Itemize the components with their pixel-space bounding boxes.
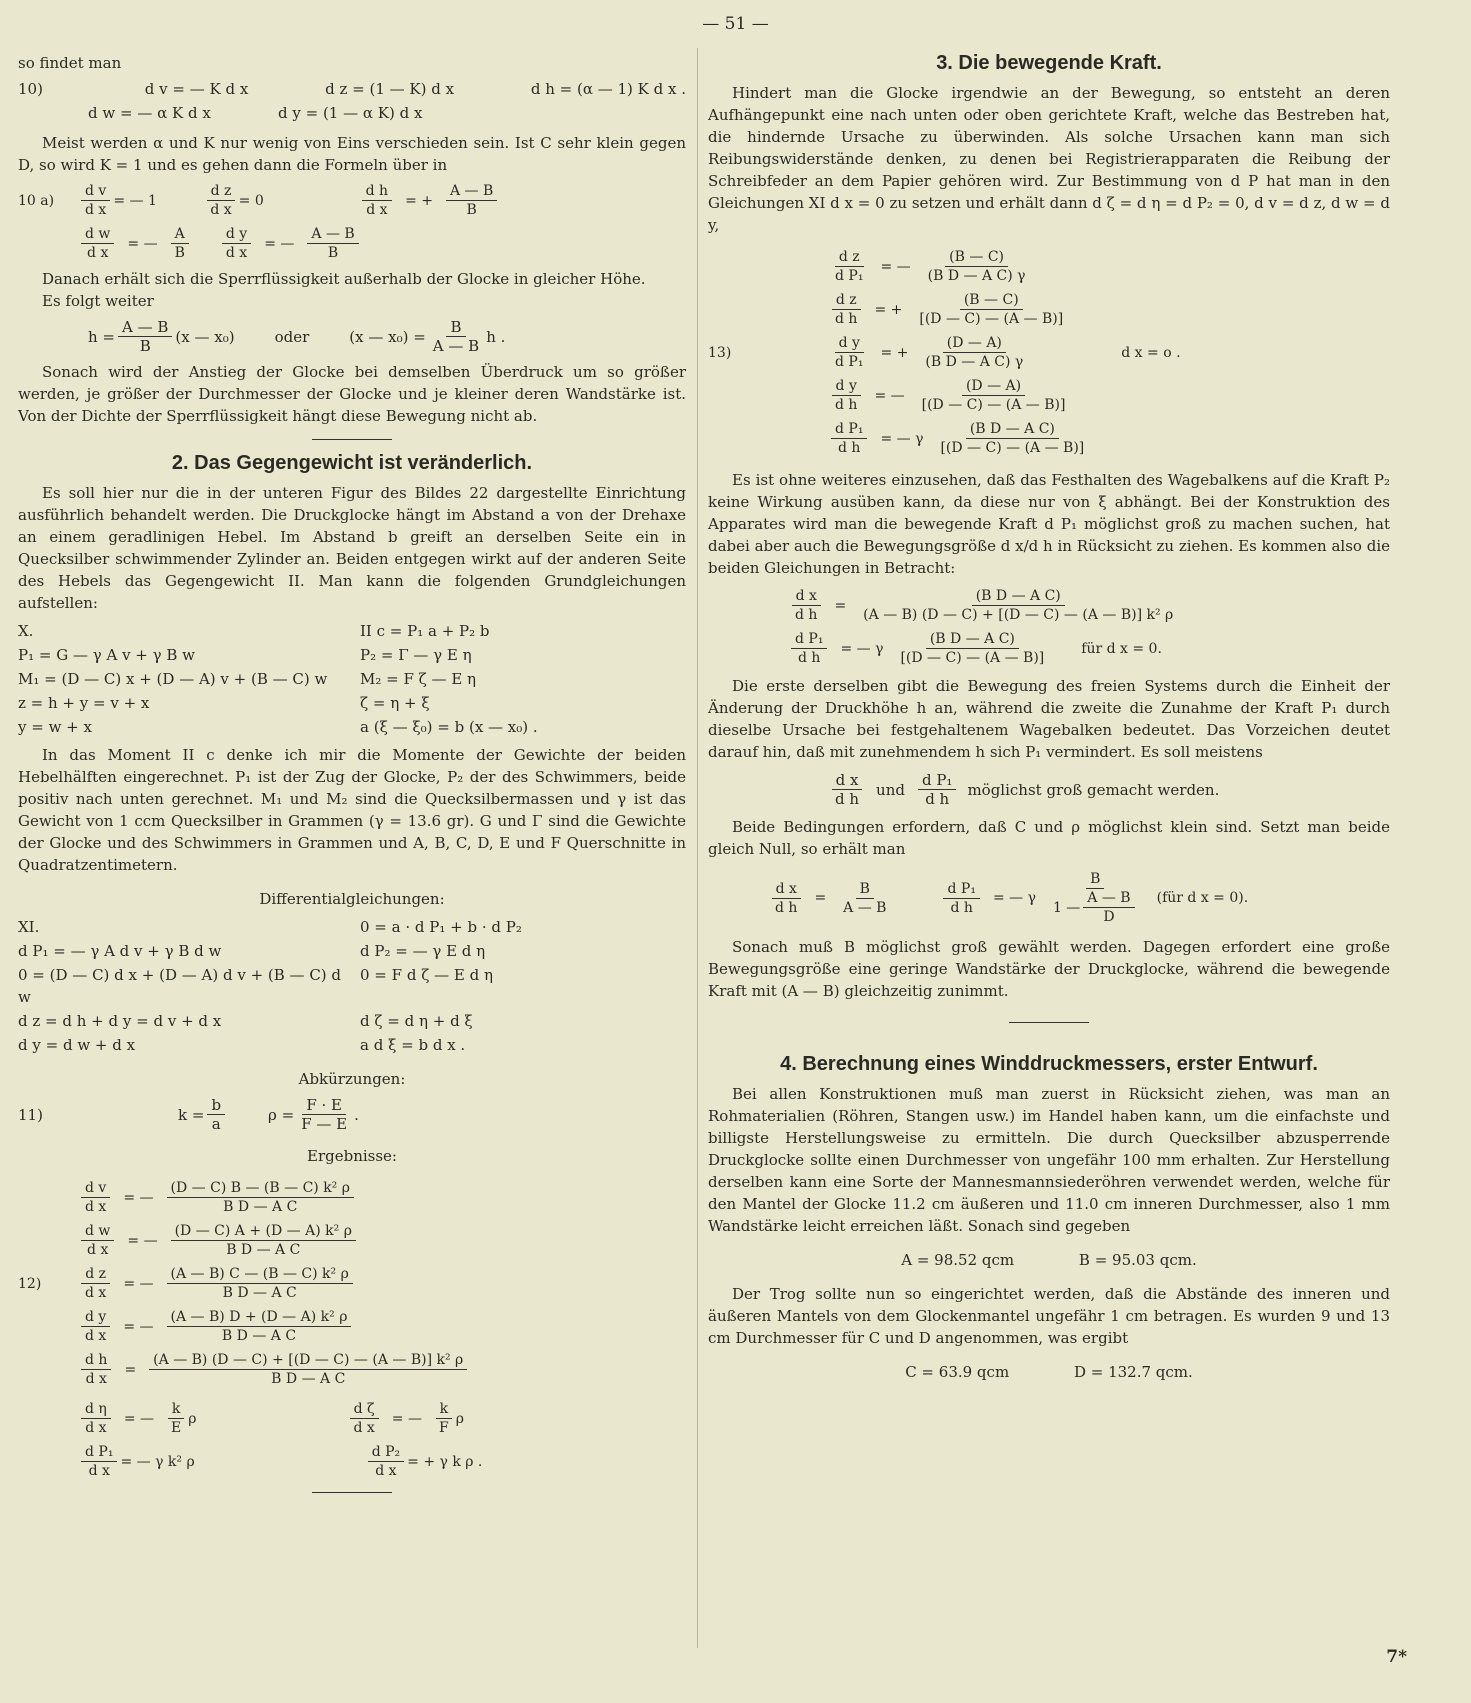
page-number: — 51 —	[702, 14, 769, 34]
fraction	[81, 1179, 110, 1216]
fraction	[171, 1222, 356, 1259]
fraction	[831, 420, 867, 457]
denominator: B D — A C	[271, 1371, 346, 1387]
eq-op: =	[814, 890, 827, 906]
numerator: (A — B) D + (D — A) k² ρ	[167, 1308, 352, 1327]
numerator: d v	[81, 1179, 110, 1198]
eq-term: P₁ = G — γ A v + γ B w	[18, 646, 196, 664]
eq-label: 10 a)	[18, 192, 55, 209]
denominator: (B D — A C) γ	[925, 354, 1024, 370]
intro-text: so findet man	[18, 54, 122, 72]
fraction: $\frac{F \cdot E}{F — E}$	[301, 1096, 348, 1133]
eq-term: ρ	[455, 1410, 464, 1427]
numerator: (D — A)	[943, 334, 1006, 353]
eq-op: = —	[391, 1410, 422, 1427]
eq-term: D = 132.7 qcm.	[1073, 1363, 1193, 1381]
eq-word: und	[876, 780, 905, 799]
eq-term: B = 95.03 qcm.	[1078, 1251, 1197, 1269]
eq-term: A = 98.52 qcm	[901, 1251, 1015, 1269]
fraction: $\frac{k}{E}$	[167, 1400, 185, 1437]
fraction: $\frac{\text{d P₁}}{\text{d h}}$	[791, 630, 827, 667]
section-heading: 2. Das Gegengewicht ist veränderlich.	[171, 452, 533, 474]
fraction: $\frac{\text{d P₂}}{\text{d x}}$	[368, 1443, 404, 1480]
eq-term: y = w + x	[18, 718, 92, 736]
eq-op: = —	[874, 387, 905, 404]
equation-row	[828, 420, 1091, 457]
denominator: d x	[85, 1285, 107, 1301]
eq-term: a d ξ = b d x .	[360, 1036, 466, 1054]
equation-10a	[18, 182, 686, 262]
paragraph: Der Trog sollte nun so eingerichtet werden, daß die Abstände des inneren und äußeren Mantels von dem Glockenmantel ungefähr 1 cm betragen. Es wurden 9 und 13 cm Durchmesser für C und D angenommen, was ergibt	[708, 1285, 1390, 1347]
equation-row	[828, 248, 1091, 285]
eq-term: P₂ = Γ — γ E η	[360, 646, 472, 664]
numerator: d z	[832, 291, 861, 310]
numerator: d y	[832, 377, 861, 396]
fraction: $\frac{\text{d P₁}}{\text{d x}}$	[81, 1443, 117, 1480]
paragraph: Bei allen Konstruktionen muß man zuerst in Rücksicht ziehen, was man an Rohmaterialien (Röhren, Stangen usw.) im Handel haben kann, um die einfachste und billigste Herstellungsweise zu ermitteln. Die durch Quecksilber abzusperrende Druckglocke sollte einen Durchmesser von ungefähr 100 mm erhalten. Zur Herstellung derselben kann eine Sorte der Mannesmannsiederöhren verwendet werden, welche für den Mantel der Glocke 11.2 cm äußeren und 11.0 cm inneren Durchmesser, also 1 mm Wandstärke leicht erreichen läßt. Sonach sind gegeben	[708, 1085, 1390, 1235]
paragraph: Es folgt weiter	[42, 292, 154, 310]
eq-term: ρ =	[268, 1105, 295, 1124]
subheading: Abkürzungen:	[298, 1070, 406, 1088]
denominator: [(D — C) — (A — B)]	[921, 397, 1066, 413]
denominator: (B D — A C) γ	[927, 268, 1026, 284]
eq-term: d P₂ = — γ E d η	[360, 942, 486, 960]
fraction: $\frac{\text{d z}}{\text{d x}}$	[206, 182, 235, 219]
fraction: $\frac{\text{(B D — A C)}}{[(D — C) — (A — B)]}$	[900, 631, 1045, 666]
eq-label: 12)	[18, 1275, 42, 1292]
eq-term: (x — x₀)	[175, 327, 235, 346]
denominator: d P₁	[835, 354, 864, 370]
eq-term: .	[354, 1105, 359, 1124]
equation-row	[78, 1265, 470, 1302]
paragraph: Es soll hier nur die in der unteren Figur des Bildes 22 dargestellte Einrichtung ausführlich behandelt werden. Die Druckglocke hängt im Abstand a von der Drehaxe an einem geradlinigen Hebel. Im Abstand b greift an derselben Seite ein in Quecksilber schwimmender Zylinder an. Beiden entgegen wirkt auf der anderen Seite des Hebels das Gegengewicht II. Man kann die folgenden Grundgleichungen aufstellen:	[18, 484, 686, 612]
eq-term: = + γ k ρ .	[407, 1453, 483, 1470]
section-heading: 4. Berechnung eines Winddruckmessers, erster Entwurf.	[780, 1053, 1318, 1075]
fraction	[81, 1265, 110, 1302]
denominator: B D — A C	[221, 1328, 297, 1344]
eq-op: = —	[123, 1318, 154, 1335]
paragraph: Hindert man die Glocke irgendwie an der Bewegung, so entsteht an deren Aufhängepunkt eine nach unten oder oben gerichtete Kraft, welche das Bestreben hat, die hindernde Ursache zu überwinden. Als solche Ursachen kann man sich Reibungswiderstände denken, zu denen bei Registrierapparaten die Reibung der Schreibfeder an dem Papier gehören wird. Zur Bestimmung von d P hat man in den Gleichungen XI d x = 0 zu setzen und erhält dann d ζ = d η = d P₂ = 0, d v = d z, d w = d y,	[708, 84, 1390, 234]
fraction: $\frac{\text{d x}}{\text{d h}}$	[831, 771, 863, 808]
eq-term: d y = d w + d x	[18, 1036, 136, 1054]
separator-rule	[1009, 1022, 1089, 1023]
fraction	[81, 1308, 110, 1345]
fraction	[81, 1222, 114, 1259]
fraction: $\frac{\text{d y}}{\text{d x}}$	[222, 225, 251, 262]
denominator: B D — A C	[223, 1199, 298, 1215]
denominator: d h	[835, 311, 858, 327]
paragraph: Sonach wird der Anstieg der Glocke bei demselben Überdruck um so größer werden, je größer der Durchmesser der Glocke und je kleiner deren Wandstärke ist. Von der Dichte der Sperrflüssigkeit hängt diese Bewegung nicht ab.	[18, 363, 686, 425]
eq-op: = —	[127, 1232, 158, 1249]
eq-term: z = h + y = v + x	[18, 694, 150, 712]
fraction: $\frac{A — B}{B}$	[446, 182, 497, 219]
eq-op: = — γ	[992, 890, 1036, 906]
paragraph: Beide Bedingungen erfordern, daß C und ρ möglichst klein sind. Setzt man beide gleich Null, so erhält man	[708, 818, 1390, 858]
denominator: d h	[835, 397, 858, 413]
fraction	[831, 377, 861, 414]
fraction: $\frac{\text{d P₁}}{\text{d h}}$	[943, 880, 979, 917]
equation-row	[78, 1222, 470, 1259]
numerator: d P₁	[831, 420, 867, 439]
eq-term: d P₁ = — γ A d v + γ B d w	[18, 942, 222, 960]
eq-op: = +	[880, 344, 909, 361]
eq-term: h =	[88, 327, 115, 346]
signature-mark: 7*	[1386, 1647, 1407, 1667]
eq-term: 1 —	[1052, 899, 1081, 916]
fraction: $\frac{\text{d P₁}}{\text{d h}}$	[918, 771, 956, 808]
eq-term: a (ξ — ξ₀) = b (x — x₀) .	[360, 718, 538, 736]
fraction: $\frac{\text{d x}}{\text{d h}}$	[771, 880, 801, 917]
denominator: B D — A C	[222, 1285, 297, 1301]
fraction: $\frac{k}{F}$	[435, 1400, 453, 1437]
numerator: d w	[81, 1222, 114, 1241]
denominator: d P₁	[835, 268, 864, 284]
eq-op: = —	[264, 235, 295, 252]
eq-term: (x — x₀) =	[349, 327, 426, 346]
eq-term: = 0	[238, 192, 264, 209]
fraction: $\frac{A — B}{B}$	[118, 318, 172, 355]
fraction	[831, 248, 867, 285]
section-heading: 3. Die bewegende Kraft.	[936, 52, 1162, 74]
equation-h	[88, 318, 686, 355]
denominator: [(D — C) — (A — B)]	[940, 440, 1085, 456]
numerator: (A — B) (D — C) + [(D — C) — (A — B)] k² ρ	[149, 1351, 467, 1370]
fraction	[921, 334, 1027, 371]
fraction: $\frac{A}{B}$	[171, 225, 189, 262]
eq-term: d z = d h + d y = d v + d x	[18, 1012, 222, 1030]
paragraph: In das Moment II c denke ich mir die Momente der Gewichte der beiden Hebelhälften eingerechnet. P₁ ist der Zug der Glocke, P₂ der des Schwimmers, beide positiv nach unten gerechnet. M₁ und M₂ sind die Quecksilbermassen und γ ist das Gewicht von 1 ccm Quecksilber in Grammen (γ = 13.6 gr). G und Γ sind die Gewichte der Glocke und des Schwimmers in Grammen und A, B, C, D, E und F Querschnitte in Quadratzentimetern.	[18, 746, 686, 874]
fraction: $\frac{A — B}{B}$	[307, 225, 358, 262]
equation-13	[708, 242, 1390, 463]
eq-label: 11)	[18, 1105, 43, 1124]
eq-op: = — γ	[840, 640, 884, 657]
eq-op: = +	[405, 192, 433, 209]
eq-label: 13)	[708, 344, 732, 361]
eq-term: d h = (α — 1) K d x .	[530, 80, 686, 98]
denominator: B D — A C	[226, 1242, 301, 1258]
equation-pair	[788, 587, 1390, 667]
fraction	[918, 377, 1070, 414]
fraction	[81, 1351, 111, 1388]
eq-op: = —	[123, 1410, 154, 1427]
equation-row	[78, 1351, 470, 1388]
numerator: (A — B) C — (B — C) k² ρ	[167, 1265, 353, 1284]
equation-12	[18, 1173, 686, 1480]
equation-row	[78, 1179, 470, 1216]
paragraph: Danach erhält sich die Sperrflüssigkeit außerhalb der Glocke in gleicher Höhe.	[42, 270, 646, 288]
fraction: $\frac{\text{d η}}{\text{d x}}$	[81, 1400, 111, 1437]
denominator: d x	[85, 1328, 107, 1344]
equation-XI	[18, 916, 686, 1056]
fraction	[167, 1265, 353, 1302]
numerator: d h	[81, 1351, 111, 1370]
fraction: $\frac{\text{d v}}{\text{d x}}$	[81, 182, 110, 219]
column-divider	[697, 48, 698, 1648]
eq-op: = — γ	[880, 430, 924, 447]
eq-term: (für d x = 0).	[1156, 890, 1249, 906]
numerator: (D — C) A + (D — A) k² ρ	[171, 1222, 356, 1241]
right-column	[708, 52, 1390, 1395]
numerator: d z	[81, 1265, 110, 1284]
equation-row	[828, 291, 1091, 328]
equation-11	[18, 1096, 686, 1133]
subheading: Differentialgleichungen:	[259, 890, 445, 908]
eq-term: d x = o .	[1121, 344, 1181, 361]
eq-op: = —	[123, 1189, 154, 1206]
eq-term: = — γ k² ρ	[120, 1453, 195, 1470]
eq-term: 0 = a · d P₁ + b · d P₂	[360, 918, 522, 936]
numerator: d y	[835, 334, 864, 353]
paragraph: Meist werden α und K nur wenig von Eins verschieden sein. Ist C sehr klein gegen D, so wird K = 1 und es gehen dann die Formeln über in	[18, 134, 686, 174]
equation-X	[18, 620, 686, 738]
fraction: $\frac{\text{d w}}{\text{d x}}$	[81, 225, 114, 262]
equation-row	[828, 377, 1091, 414]
equation-row	[78, 1308, 470, 1345]
denominator: d x	[85, 1199, 107, 1215]
numerator: (B — C)	[945, 248, 1008, 267]
fraction	[915, 291, 1067, 328]
fraction	[936, 420, 1088, 457]
paragraph: Es ist ohne weiteres einzusehen, daß das Festhalten des Wagebalkens auf die Kraft P₂ keine Wirkung ausüben kann, da diese nur von ξ abhängt. Bei der Konstruktion des Apparates wird man die bewegende Kraft d P₁ möglichst groß zu machen suchen, hat dabei aber auch die Bewegungsgröße d x/d h in Rücksicht zu ziehen. Es kommen also die beiden Gleichungen in Betracht:	[708, 471, 1390, 577]
numerator: (B D — A C)	[966, 420, 1059, 439]
eq-term: d z = (1 — K) d x	[325, 80, 455, 98]
fraction: $\frac{A — B}{D}$	[1083, 889, 1134, 926]
eq-term: C = 63.9 qcm	[905, 1363, 1010, 1381]
eq-term: ζ = η + ξ	[360, 694, 430, 712]
fraction: $\frac{\text{d x}}{\text{d h}}$	[791, 587, 821, 624]
equation-max	[828, 771, 1390, 808]
left-column	[18, 52, 686, 1505]
separator-rule	[312, 439, 392, 440]
denominator: d x	[87, 1242, 109, 1258]
eq-term: ρ	[188, 1410, 197, 1427]
subheading: Ergebnisse:	[307, 1147, 397, 1165]
eq-op: = —	[123, 1275, 154, 1292]
eq-term: = — 1	[113, 192, 157, 209]
eq-word: oder	[274, 327, 310, 346]
denominator: d x	[85, 1371, 107, 1387]
eq-term: 0 = (D — C) d x + (D — A) d v + (B — C) d w	[18, 966, 342, 1006]
fraction: $\frac{\text{d h}}{\text{d x}}$	[362, 182, 392, 219]
numerator: (B — C)	[960, 291, 1023, 310]
fraction: $\frac{b}{a}$	[207, 1096, 225, 1133]
numerator: d y	[81, 1308, 110, 1327]
paragraph: Sonach muß B möglichst groß gewählt werden. Dagegen erfordert eine große Bewegungsgröße eine geringe Wandstärke der Druckglocke, während die bewegende Kraft mit (A — B) gleichzeitig zunimmt.	[708, 938, 1390, 1000]
equation-10	[18, 78, 686, 124]
fraction: $\frac{B}{A — B}$	[843, 880, 887, 916]
eq-term: für d x = 0.	[1081, 640, 1162, 657]
equation-CD	[708, 1361, 1390, 1383]
eq-op: = —	[127, 235, 158, 252]
fraction	[831, 291, 861, 328]
eq-term: 0 = F d ζ — E d η	[360, 966, 493, 984]
fraction: $\frac{\text{(B D — A C)}}{\text{(A — B) (D — C) + [(D — C) — (A — B)] k² ρ}}$	[863, 588, 1174, 623]
eq-term: k =	[178, 1105, 205, 1124]
denominator: d h	[838, 440, 861, 456]
eq-term: d y = (1 — α K) d x	[278, 104, 423, 122]
equation-row	[828, 334, 1091, 371]
eq-term: M₁ = (D — C) x + (D — A) v + (B — C) w	[18, 670, 328, 688]
fraction	[167, 1308, 352, 1345]
eq-op: = —	[880, 258, 911, 275]
eq-term: h .	[486, 327, 506, 346]
eq-term: II c = P₁ a + P₂ b	[360, 622, 490, 640]
fraction: $\frac{\text{d ζ}}{\text{d x}}$	[349, 1400, 378, 1437]
fraction	[924, 248, 1030, 285]
eq-term: M₂ = F ζ — E η	[360, 670, 477, 688]
eq-label: 10)	[18, 80, 43, 98]
eq-label: X.	[18, 622, 34, 640]
eq-op: =	[124, 1361, 137, 1378]
equation-null	[768, 870, 1390, 926]
fraction	[831, 334, 867, 371]
eq-label: XI.	[18, 918, 40, 936]
paragraph: Die erste derselben gibt die Bewegung des freien Systems durch die Einheit der Änderung der Druckhöhe h an, während die zweite die Zunahme der Kraft P₁ durch dieselbe Ursache bei festgehaltenem Wagebalken bedeutet. Das Vorzeichen deutet darauf hin, daß mit zunehmendem h sich P₁ vermindert. Es soll meistens	[708, 677, 1390, 761]
numerator: (D — C) B — (B — C) k² ρ	[167, 1179, 354, 1198]
separator-rule	[312, 1492, 392, 1493]
eq-term: d w = — α K d x	[88, 104, 211, 122]
fraction	[167, 1179, 354, 1216]
numerator: (D — A)	[962, 377, 1025, 396]
eq-op: =	[834, 597, 847, 614]
numerator: d z	[835, 248, 864, 267]
eq-term: möglichst groß gemacht werden.	[967, 780, 1220, 799]
denominator: [(D — C) — (A — B)]	[919, 311, 1064, 327]
equation-AB	[708, 1249, 1390, 1271]
eq-term: d v = — K d x	[144, 80, 249, 98]
fraction: B 1 — $\frac{A — B}{D}$	[1049, 870, 1142, 926]
eq-op: = +	[874, 301, 903, 318]
fraction	[149, 1351, 467, 1388]
eq-term: d ζ = d η + d ξ	[360, 1012, 473, 1030]
fraction: $\frac{B}{A — B}$	[432, 318, 480, 355]
